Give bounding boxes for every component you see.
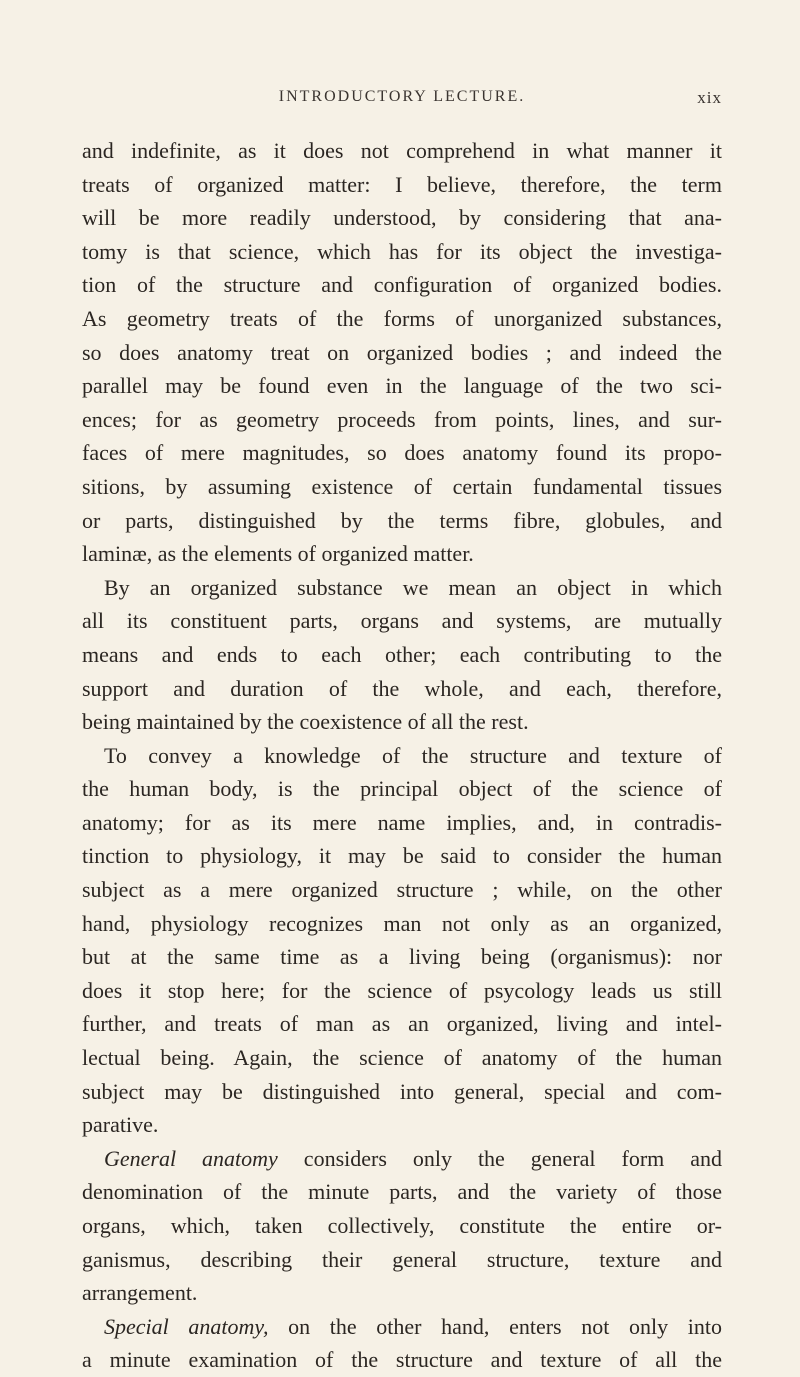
text-line: subject as a mere organized structure ; while, on the other <box>82 877 722 903</box>
page-number: xix <box>697 88 722 107</box>
text-line: organs, which, taken collectively, constitute the entire or- <box>82 1213 722 1238</box>
text-line: parative. <box>82 1112 159 1138</box>
text-line: being maintained by the coexistence of all the rest. <box>82 709 529 735</box>
text-line: subject may be distinguished into general, special and com- <box>82 1078 722 1104</box>
text-line: tinction to physiology, it may be said to consider the human <box>82 843 722 869</box>
text-line: further, and treats of man as an organized, living and intel- <box>82 1011 722 1037</box>
running-title: INTRODUCTORY LECTURE. <box>278 88 526 105</box>
text-line: denomination of the minute parts, and the variety of those <box>82 1179 722 1205</box>
text-line: but at the same time as a living being (organismus): nor <box>82 944 722 970</box>
text-line: all its constituent parts, organs and systems, are mutually <box>82 608 722 634</box>
text-line: arrangement. <box>82 1280 198 1306</box>
paragraph-start-line: General anatomy considers only the general form and <box>104 1145 722 1171</box>
text-line: the human body, is the principal object of the science of <box>82 776 722 802</box>
general-anatomy-term: General anatomy <box>104 1145 278 1171</box>
text-line: tomy is that science, which has for its object the investiga- <box>82 238 722 264</box>
text-line: treats of organized matter: I believe, therefore, the term <box>82 171 722 197</box>
text-line: or parts, distinguished by the terms fibre, globules, and <box>82 507 722 533</box>
text-line: so does anatomy treat on organized bodies ; and indeed the <box>82 339 722 365</box>
text-line: lectual being. Again, the science of anatomy of the human <box>82 1045 722 1071</box>
paragraph-start-line: To convey a knowledge of the structure and texture of <box>104 742 722 768</box>
text-line: support and duration of the whole, and each, therefore, <box>82 675 722 701</box>
text-line: As geometry treats of the forms of unorganized substances, <box>82 305 722 331</box>
text-line: hand, physiology recognizes man not only as an organized, <box>82 910 722 936</box>
text-line: tion of the structure and configuration of organized bodies. <box>82 272 722 298</box>
page-header <box>82 88 722 116</box>
text-line: anatomy; for as its mere name implies, and, in contradis- <box>82 809 722 835</box>
text-line: ganismus, describing their general structure, texture and <box>82 1246 722 1272</box>
paragraph-start-line: Special anatomy, on the other hand, enters not only into <box>104 1313 722 1339</box>
paragraph-start-line: By an organized substance we mean an object in which <box>104 574 722 600</box>
text-line: and indefinite, as it does not comprehend in what manner it <box>82 138 722 163</box>
text-line: sitions, by assuming existence of certain fundamental tissues <box>82 473 722 499</box>
body-text <box>82 134 722 1377</box>
text-line: ences; for as geometry proceeds from points, lines, and sur- <box>82 406 722 432</box>
text-line: does it stop here; for the science of psycology leads us still <box>82 977 722 1003</box>
text-line: faces of mere magnitudes, so does anatomy found its propo- <box>82 440 722 466</box>
text-line: will be more readily understood, by considering that ana- <box>82 205 722 231</box>
text-line: parallel may be found even in the language of the two sci- <box>82 373 722 399</box>
text-line: means and ends to each other; each contributing to the <box>82 641 722 667</box>
text-line: a minute examination of the structure and texture of all the <box>82 1347 722 1373</box>
text-line: laminæ, as the elements of organized matter. <box>82 541 474 567</box>
special-anatomy-term: Special anatomy, <box>104 1313 269 1339</box>
